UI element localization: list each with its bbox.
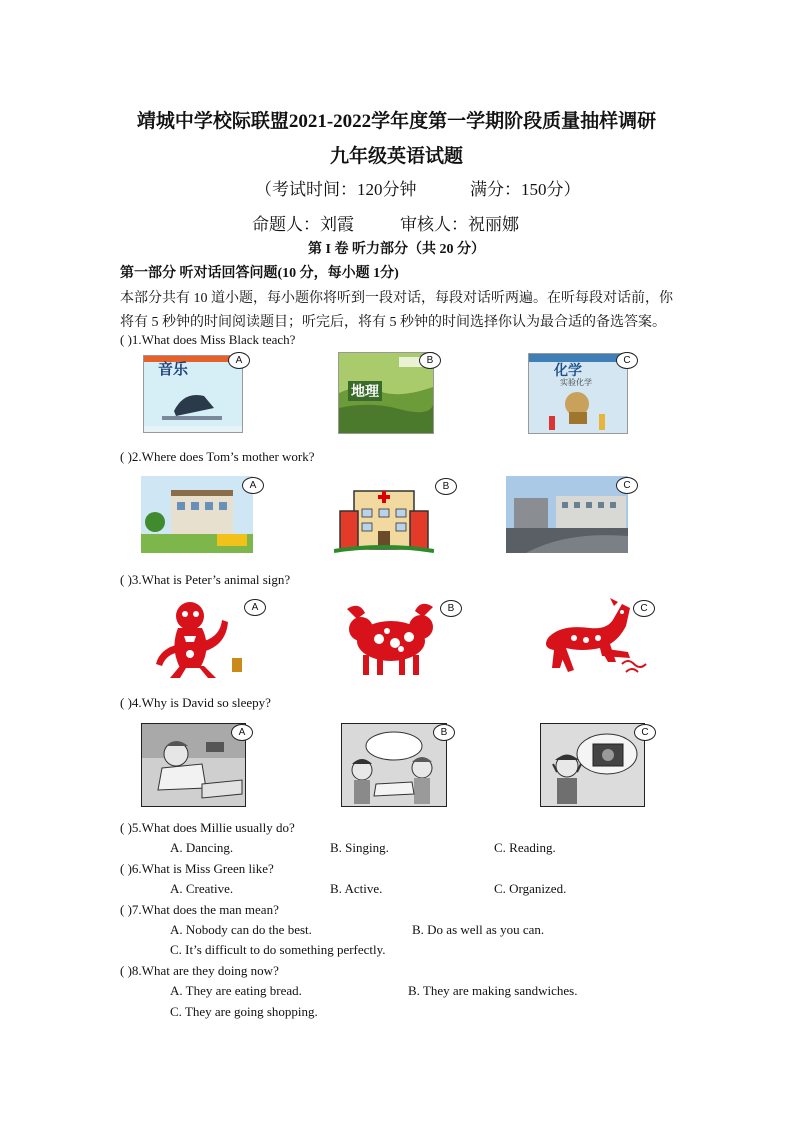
answer-blank[interactable]: ( ): [120, 902, 132, 917]
q7-option-c[interactable]: C. It’s difficult to do something perfectly.: [170, 942, 386, 957]
answer-blank[interactable]: ( ): [120, 332, 132, 347]
watching-tv-picture[interactable]: [540, 723, 645, 807]
sheep-papercut-picture[interactable]: [343, 599, 438, 679]
question-5: ( )5.What does Millie usually do?: [120, 820, 295, 835]
question-2: ( )2.Where does Tom’s mother work?: [120, 449, 315, 464]
volume-title: 第 I 卷 听力部分（共 20 分）: [308, 242, 485, 257]
question-8: ( )8.What are they doing now?: [120, 963, 279, 978]
q6-option-b[interactable]: B. Active.: [330, 881, 383, 896]
question-3: ( )3.What is Peter’s animal sign?: [120, 572, 291, 587]
q6-option-a[interactable]: A. Creative.: [170, 881, 234, 896]
q6-option-c[interactable]: C. Organized.: [494, 881, 567, 896]
option-a-badge: A: [244, 599, 266, 616]
school-picture[interactable]: [141, 476, 253, 553]
option-b-badge: B: [433, 724, 455, 741]
q5-option-a[interactable]: A. Dancing.: [170, 840, 234, 855]
reviewer: 审核人：祝丽娜: [400, 215, 519, 234]
option-a-badge: A: [228, 352, 250, 369]
chemistry-subcaption: 实验化学: [560, 378, 592, 387]
exam-subtitle: 九年级英语试题: [329, 146, 463, 167]
option-b-badge: B: [435, 478, 457, 495]
q8-option-c[interactable]: C. They are going shopping.: [170, 1004, 318, 1019]
factory-picture[interactable]: [506, 476, 628, 553]
answer-blank[interactable]: ( ): [120, 820, 132, 835]
option-b-badge: B: [440, 600, 462, 617]
instructions-line-2: 将有 5 秒钟的时间阅读题目；听完后，将有 5 秒钟的时间选择你认为最合适的备选答案。: [120, 315, 666, 330]
q5-option-c[interactable]: C. Reading.: [494, 840, 556, 855]
q7-option-a[interactable]: A. Nobody can do the best.: [170, 922, 312, 937]
option-a-badge: A: [231, 724, 253, 741]
option-b-badge: B: [419, 352, 441, 369]
question-1: ( )1.What does Miss Black teach?: [120, 332, 296, 347]
answer-blank[interactable]: ( ): [120, 449, 132, 464]
question-6: ( )6.What is Miss Green like?: [120, 861, 274, 876]
question-7: ( )7.What does the man mean?: [120, 902, 279, 917]
q5-option-b[interactable]: B. Singing.: [330, 840, 389, 855]
option-c-badge: C: [616, 352, 638, 369]
option-a-badge: A: [242, 477, 264, 494]
instructions-line-1: 本部分共有 10 道小题，每小题你将听到一段对话，每段对话听两遍。在听每段对话前，你: [120, 291, 673, 306]
option-c-badge: C: [634, 724, 656, 741]
answer-blank[interactable]: ( ): [120, 963, 132, 978]
option-c-badge: C: [633, 600, 655, 617]
option-c-badge: C: [616, 477, 638, 494]
answer-blank[interactable]: ( ): [120, 695, 132, 710]
exam-title: 靖城中学校际联盟2021-2022学年度第一学期阶段质量抽样调研: [136, 111, 657, 132]
studying-picture[interactable]: [141, 723, 246, 807]
hospital-picture[interactable]: [334, 481, 434, 554]
author: 命题人：刘霞: [252, 215, 354, 234]
geography-caption: 地理: [348, 381, 382, 401]
question-4: ( )4.Why is David so sleepy?: [120, 695, 271, 710]
q8-option-a[interactable]: A. They are eating bread.: [170, 983, 302, 998]
horse-papercut-picture[interactable]: [530, 598, 648, 680]
exam-time: （考试时间：120分钟: [255, 180, 417, 199]
answer-blank[interactable]: ( ): [120, 572, 132, 587]
answer-blank[interactable]: ( ): [120, 861, 132, 876]
q8-option-b[interactable]: B. They are making sandwiches.: [408, 983, 578, 998]
full-score: 满分：150分）: [470, 180, 581, 199]
part-title: 第一部分 听对话回答问题(10 分，每小题 1分): [120, 266, 399, 281]
q7-option-b[interactable]: B. Do as well as you can.: [412, 922, 545, 937]
monkey-papercut-picture[interactable]: [150, 598, 245, 680]
chemistry-caption: 化学: [554, 363, 582, 379]
chatting-picture[interactable]: [341, 723, 447, 807]
music-caption: 音乐: [158, 360, 189, 378]
